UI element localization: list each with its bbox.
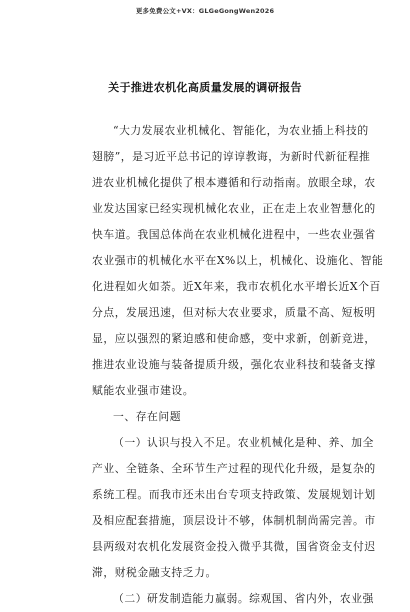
paragraph-line: 快车道。我国总体尚在农业机械化进程中，一些农业强省	[92, 228, 376, 241]
document-title: 关于推进农机化高质量发展的调研报告	[108, 81, 302, 94]
paragraph-line: 赋能农业强市建设。	[92, 384, 195, 397]
paragraph-line: 进农业机械化提供了根本遵循和行动指南。放眼全球，农	[92, 176, 376, 189]
paragraph-line: 县两级对农机化发展资金投入微乎其微，国省资金支付迟	[92, 540, 376, 553]
section-heading: 一、存在问题	[113, 410, 182, 423]
paragraph-line: 业发达国家已经实现机械化农业，正在走上农业智慧化的	[92, 202, 376, 215]
header-note: 更多免费公文+VX：GLGeGongWen2026	[135, 7, 275, 15]
paragraph-line: 及相应配套措施，顶层设计不够，体制机制尚需完善。市	[92, 514, 376, 527]
paragraph-line: 产业、全链条、全环节生产过程的现代化升级，是复杂的	[92, 462, 376, 475]
paragraph-line: “大力发展农业机械化、智能化，为农业插上科技的	[113, 124, 369, 137]
paragraph-line: 分点，发展迅速，但对标大农业要求，质量不高、短板明	[92, 306, 376, 319]
paragraph-line: 滞，财税金融支持乏力。	[92, 566, 217, 579]
paragraph-line: 化进程如火如荼。近X年来，我市农机化水平增长近X个百	[92, 280, 381, 293]
paragraph-line: 系统工程。而我市还未出台专项支持政策、发展规划计划	[92, 488, 376, 501]
paragraph-line: 农业强市的机械化水平在X%以上，机械化、设施化、智能	[92, 254, 384, 267]
paragraph-line: 翅膀”，是习近平总书记的谆谆教诲，为新时代新征程推	[92, 150, 371, 163]
paragraph-line: （一）认识与投入不足。农业机械化是种、养、加全	[113, 436, 374, 449]
document-body	[92, 118, 384, 612]
paragraph-line: 显，应以强烈的紧迫感和使命感，变中求新，创新竞进，	[92, 332, 376, 345]
paragraph-line: （二）研发制造能力羸弱。综观国、省内外，农业强	[113, 592, 374, 605]
paragraph-line: 推进农业设施与装备提质升级，强化农业科技和装备支撑	[92, 358, 376, 371]
